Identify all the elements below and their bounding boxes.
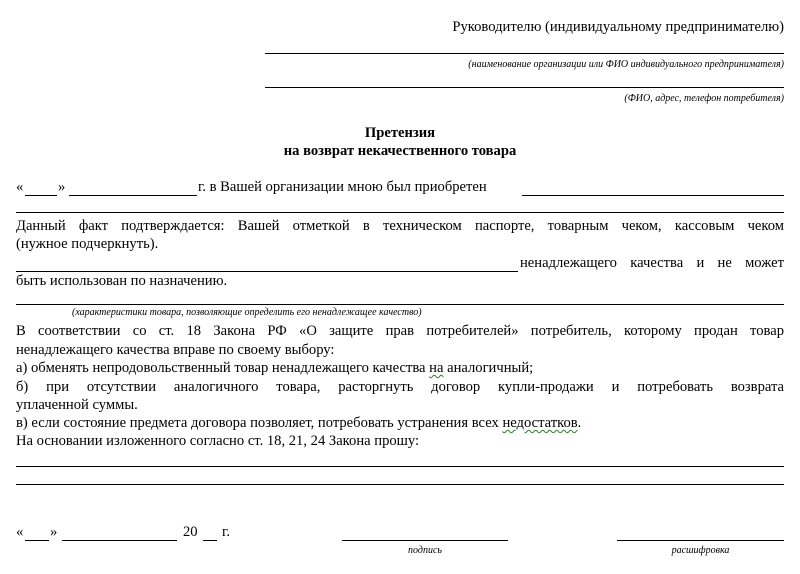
date-day-blank [25, 540, 49, 541]
document-subtitle: на возврат некачественного товара [283, 143, 517, 159]
confirm-text-line1: Данный факт подтверждается: Вашей отметкой в техническом паспорте, товарным чеком, кассовым чеком [16, 218, 784, 234]
law-text-line2: ненадлежащего качества вправе по своему выбору: [16, 342, 335, 358]
document-title: Претензия [364, 125, 436, 141]
recipient-title: Руководителю (индивидуальному предпринимателю) [452, 19, 784, 35]
quality-characteristics-hint: (характеристики товара, позволяющие определить его ненадлежащее качество) [72, 307, 422, 318]
purchase-continuation-blank [16, 212, 784, 213]
purchase-quote-close: » [58, 179, 66, 195]
purchase-quote-open: « [16, 179, 24, 195]
quality-text-line2: быть использован по назначению. [16, 273, 228, 289]
law-option-v: в) если состояние предмета договора позволяет, потребовать устранения всех недостатков. [16, 415, 582, 431]
decoding-label: расшифровка [671, 545, 730, 556]
law-request: На основании изложенного согласно ст. 18, 21, 24 Закона прошу: [16, 433, 420, 449]
org-name-hint: (наименование организации или ФИО индивидуального предпринимателя) [468, 59, 784, 70]
date-quote-close: » [50, 524, 58, 540]
date-quote-open: « [16, 524, 24, 540]
quality-characteristics-blank [16, 304, 784, 305]
law-option-b-line1: б) при отсутствии аналогичного товара, расторгнуть договор купли-продажи и потребовать возврата [16, 379, 784, 395]
spellcheck-marked-word: недостатков [502, 415, 578, 431]
quality-text-right: ненадлежащего качества и не может [520, 255, 784, 271]
law-option-b-line2: уплаченной суммы. [16, 397, 138, 413]
law-text-line1: В соответствии со ст. 18 Закона РФ «О защите прав потребителей» потребитель, которому продан товар [16, 323, 784, 339]
consumer-info-hint: (ФИО, адрес, телефон потребителя) [624, 93, 784, 104]
org-name-blank-line [265, 53, 784, 54]
date-year-prefix: 20 [183, 524, 198, 540]
consumer-info-blank-line [265, 87, 784, 88]
purchase-day-blank [25, 195, 57, 196]
purchase-month-blank [69, 195, 197, 196]
spellcheck-marked-word: на [429, 360, 444, 376]
date-year-suffix: г. [222, 524, 230, 540]
purchase-product-blank [522, 195, 784, 196]
law-option-a: а) обменять непродовольственный товар ненадлежащего качества на аналогичный; [16, 360, 534, 376]
date-month-blank [62, 540, 177, 541]
decoding-blank [617, 540, 784, 541]
request-blank-line-1 [16, 466, 784, 467]
confirm-text-line2: (нужное подчеркнуть). [16, 236, 159, 252]
date-year-blank [203, 540, 217, 541]
request-blank-line-2 [16, 484, 784, 485]
signature-label: подпись [408, 545, 442, 556]
signature-blank [342, 540, 508, 541]
purchase-text: г. в Вашей организации мною был приобретен [198, 179, 487, 195]
